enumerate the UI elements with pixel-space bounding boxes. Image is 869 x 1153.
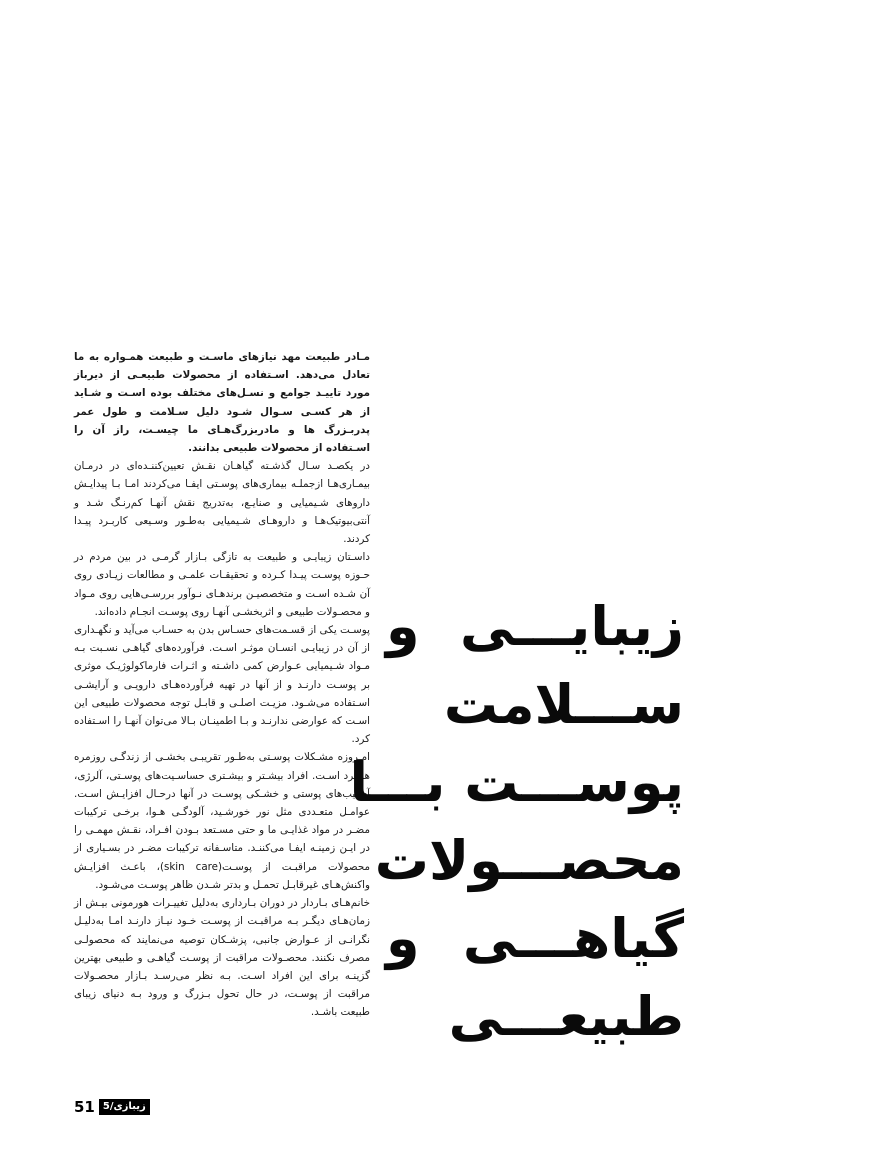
page-number: 51 — [74, 1098, 95, 1116]
article-paragraph: داسـتان زیبایـی و طبیعت به تازگی بـازار گرمـی در بین مردم در حـوزه پوسـت پیـدا کـرده و تحقیقـات علمـی و مطالعات زیـادی روی آن شـده اسـت و متخصصیـن برندهـای نـوآور بررسـی‌هایی روی مـواد و محصـولات طبیعی و اثربخشـی آنهـا روی پوسـت انجـام داده‌اند. — [74, 551, 370, 618]
article-paragraph: خانم‌هـای بـاردار در دوران بـارداری به‌دلیل تغییـرات هورمونی بیـش از زمان‌هـای دیگـر بـه مراقبـت از پوسـت خـود نیـاز دارنـد امـا به‌دلیـل نگرانـی از عـوارض جانبی، پزشـکان توصیه می‌نمایند که محصولـی مصرف نکنند. محصـولات مراقبت از پوسـت گیاهـی و طبیعی بهترین گزینـه برای این افراد اسـت. بـه نظر می‌رسـد بـازار محصـولات مراقبت از پوسـت، در حال تحول بـزرگ و ورود بـه دنیای زیبای طبیعت باشـد. — [74, 897, 370, 1019]
article-lead: مـادر طبیعت مهد نیازهای ماسـت و طبیعت همـواره به ما تعادل می‌دهد. اسـتفاده از محصولات طبیعـی از دیرباز مورد تاییـد جوامع و نسـل‌های مختلف بوده اسـت و شـاید از هر کسـی سـوال شـود دلیل سـلامت و طول عمر پدربـزرگ ها و مادربزرگ‌هـای ما چیسـت، راز آن را اسـتفاده از محصولات طبیعی بدانند. — [74, 351, 370, 455]
article-paragraph: امـروزه مشـکلات پوسـتی به‌طـور تقریبـی بخشـی از زندگـی روزمره هرفرد اسـت. افراد بیشـتر و بیشـتری حساسـیت‌های پوسـتی، آلرژی، آسـیب‌های پوستی و خشـکی پوسـت در آنها درحـال افزایـش اسـت. عوامـل متعـددی مثل نور خورشـید، آلودگـی هـوا، برخـی ترکیبات مضـر در مواد غذایـی ما و حتی مسـتعد بـودن افـراد، نقـش مهمـی را در ایـن زمینـه ایفـا می‌کننـد. متاسـفانه ترکیبات مضـر در بسـیاری از محصولات مراقبـت از پوسـت(skin care)، باعـث افزایـش واکنش‌هـای غیرقابـل تحمـل و بدتر شـدن ظاهر پوسـت می‌شـود. — [74, 751, 370, 891]
title-line: طبیعـــی — [448, 985, 684, 1048]
article-paragraph: در یکصـد سـال گذشـته گیاهـان نقـش تعیین‌کننـده‌ای در درمـان بیمـاری‌هـا ازجملـه بیماری‌های پوسـتی ایفـا می‌کردند امـا بـا پیدایـش داروهای شـیمیایی و صنایـع، به‌تدریج نقش آنهـا کم‌رنـگ شـد و آنتی‌بیوتیک‌هـا و داروهـای شـیمیایی به‌طـور وسـیعی کاربـرد پیـدا کردند. — [74, 460, 370, 546]
page-footer — [74, 1098, 150, 1116]
title-line: زیبایـــی و — [386, 595, 684, 658]
title-line: محصـــولات — [374, 829, 684, 892]
article-body — [74, 348, 370, 1022]
article-title — [349, 588, 684, 1056]
title-line: پوســـت بـــا — [349, 751, 684, 814]
magazine-badge: زیبازی/5 — [99, 1099, 150, 1115]
title-line: گیاهـــی و — [386, 907, 684, 970]
article-paragraph: پوسـت یکی از قسـمت‌های حسـاس بدن به حسـاب می‌آید و نگهـداری از آن در زیبایـی انسـان موثـر اسـت. فرآورده‌های گیاهـی نسـبت بـه مـواد شـیمیایی عـوارض کمی داشـته و اثـرات فارماکولوژیـک موثری بر پوسـت دارنـد و از آنها در تهیه فرآورده‌هـای دارویـی و آرایشـی اسـتفاده می‌شـود. مزیـت اصلـی و قابـل توجه محصولات طبیعی این اسـت که عوارضی ندارنـد و بـا اطمینـان بـالا می‌توان آنهـا را اسـتفاده کرد. — [74, 624, 370, 746]
title-line: ســـلامت — [443, 673, 684, 736]
